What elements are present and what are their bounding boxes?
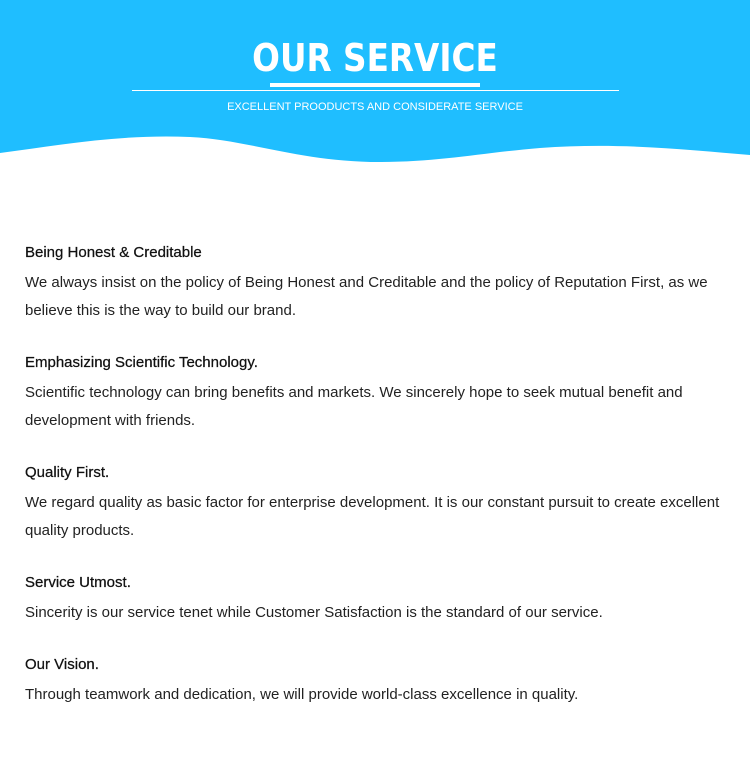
section-text: We always insist on the policy of Being Honest and Creditable and the policy of Reputation First, as we believe this is the way to build our brand. xyxy=(25,274,708,319)
title-underline xyxy=(270,83,480,87)
section-heading: Emphasizing Scientific Technology. xyxy=(25,354,258,371)
section-heading: Quality First. xyxy=(25,464,110,481)
service-content xyxy=(25,243,730,737)
section-quality xyxy=(25,463,730,545)
section-heading: Service Utmost. xyxy=(25,574,131,591)
section-heading: Being Honest & Creditable xyxy=(25,244,202,261)
section-text: Scientific technology can bring benefits and markets. We sincerely hope to seek mutual benefit and development with friends. xyxy=(25,384,683,429)
section-technology xyxy=(25,353,730,435)
title-divider-line xyxy=(132,90,619,91)
section-vision xyxy=(25,655,730,709)
section-service xyxy=(25,573,730,627)
banner-title: OUR SERVICE xyxy=(252,36,498,80)
service-banner xyxy=(0,0,750,180)
section-text: Sincerity is our service tenet while Customer Satisfaction is the standard of our service. xyxy=(25,604,603,621)
banner-subtitle: EXCELLENT PROODUCTS AND CONSIDERATE SERVICE xyxy=(227,101,523,113)
section-honest xyxy=(25,243,730,325)
section-heading: Our Vision. xyxy=(25,656,99,673)
section-text: We regard quality as basic factor for enterprise development. It is our constant pursuit to create excellent quality products. xyxy=(25,494,720,539)
section-text: Through teamwork and dedication, we will provide world-class excellence in quality. xyxy=(25,686,579,703)
